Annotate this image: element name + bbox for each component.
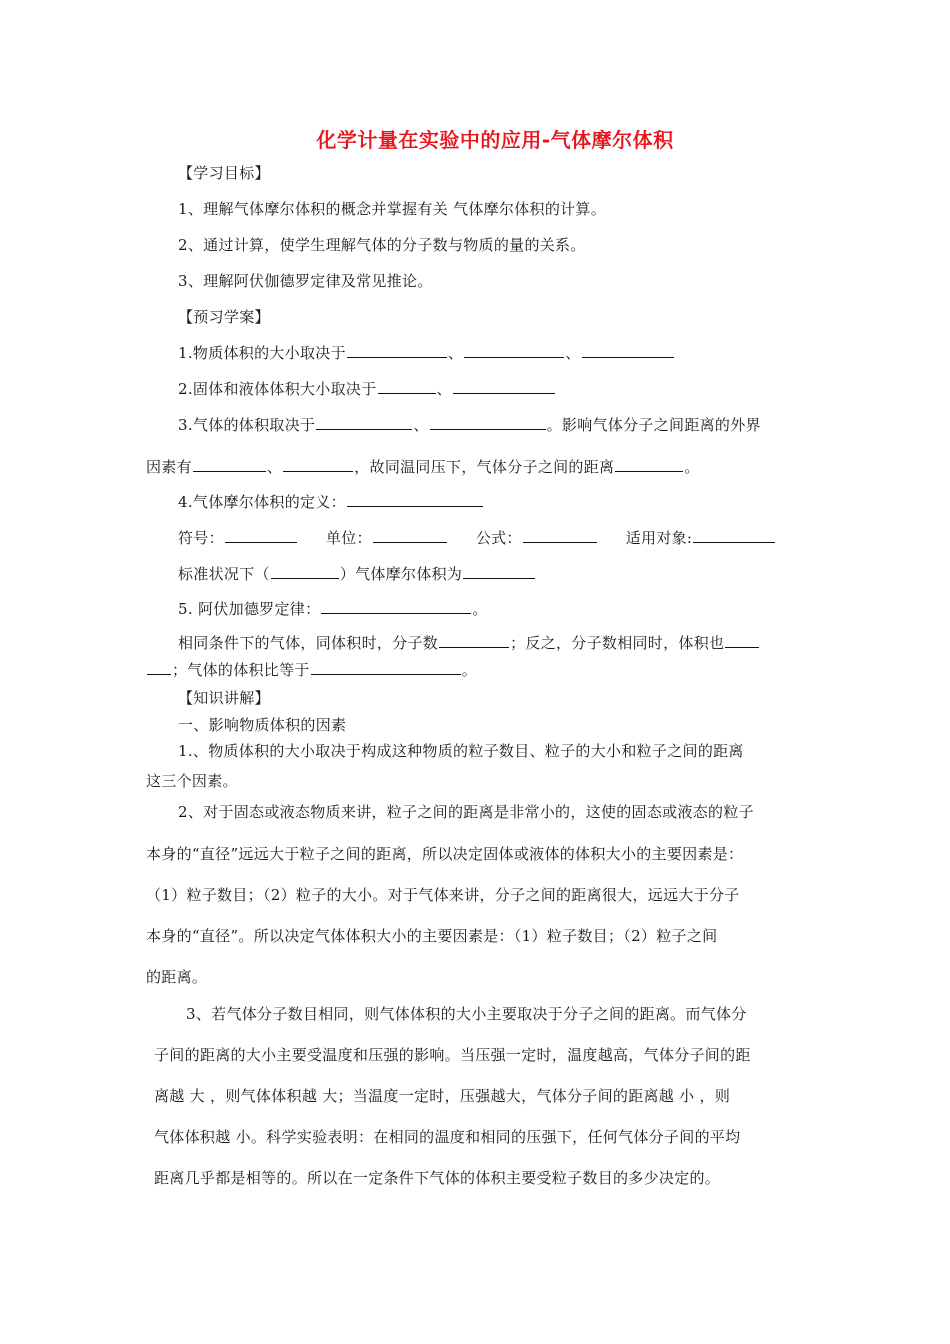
paragraph-line: 这三个因素。 [146,772,238,790]
goal-item: 1、理解气体摩尔体积的概念并掌握有关 气体摩尔体积的计算。 [178,200,607,218]
separator: 、 [266,458,283,476]
preview-question-2 [178,379,556,399]
paragraph-line: （1）粒子数目；（2）粒子的大小。对于气体来讲，分子之间的距离很大，远远大于分子 [146,886,740,904]
preview-question-5-line2 [178,633,760,653]
fill-blank[interactable] [193,457,266,472]
separator: 、 [565,344,581,362]
fill-blank[interactable] [693,528,775,543]
paragraph-line: 2、对于固态或液态物质来讲，粒子之间的距离是非常小的，这使的固态或液态的粒子 [178,803,754,821]
fill-blank[interactable] [615,457,683,472]
separator: 、 [436,380,452,398]
fill-blank[interactable] [430,415,546,430]
question-text: 。影响气体分子之间距离的外界 [546,416,761,434]
paragraph-line: 离越 大 ，则气体体积越 大；当温度一定时，压强越大，气体分子间的距离越 小 ，则 [154,1087,731,1105]
question-text: 因素有 [146,458,192,476]
question-text: 4.气体摩尔体积的定义： [178,493,346,511]
paragraph-line: 子间的距离的大小主要受温度和压强的影响。当压强一定时，温度越高，气体分子间的距 [154,1046,751,1064]
goal-item: 2、通过计算，使学生理解气体的分子数与物质的量的关系。 [178,236,586,254]
preview-question-4-fields [178,528,776,548]
paragraph-line: 气体体积越 小。科学实验表明：在相同的温度和相同的压强下，任何气体分子间的平均 [154,1128,741,1146]
fill-blank[interactable] [225,528,297,543]
question-text: 标准状况下（ [178,565,270,583]
preview-question-3 [178,415,761,435]
fill-blank[interactable] [347,492,483,507]
preview-question-4 [178,492,484,512]
preview-question-4-standard [178,564,536,584]
preview-question-3-cont [146,457,700,477]
section-subheading: 一、影响物质体积的因素 [178,716,347,734]
paragraph-line: 距离几乎都是相等的。所以在一定条件下气体的体积主要受粒子数目的多少决定的。 [154,1169,721,1187]
fill-blank[interactable] [463,564,535,579]
preview-heading: 【预习学案】 [178,308,270,326]
document-title: 化学计量在实验中的应用-气体摩尔体积 [316,128,674,152]
fill-blank[interactable] [321,599,471,614]
formula-label: 公式： [475,529,522,547]
punctuation: 。 [461,661,478,679]
punctuation: 。 [684,458,700,476]
goals-heading: 【学习目标】 [178,164,270,182]
question-text: 2.固体和液体体积大小取决于 [178,380,377,398]
paragraph-line: 3、若气体分子数目相同，则气体体积的大小主要取决于分子之间的距离。而气体分 [186,1005,747,1023]
fill-blank[interactable] [582,343,674,358]
fill-blank[interactable] [283,457,353,472]
fill-blank[interactable] [725,633,759,648]
paragraph-line: 1.、物质体积的大小取决于构成这种物质的粒子数目、粒子的大小和粒子之间的距离 [178,742,744,760]
paragraph-line: 本身的“直径”远远大于粒子之间的距离，所以决定固体或液体的体积大小的主要因素是： [146,845,744,863]
question-text: 1.物质体积的大小取决于 [178,344,346,362]
question-text: ，故同温同压下，气体分子之间的距离 [354,458,615,476]
scope-label: 适用对象: [625,529,693,547]
knowledge-heading: 【知识讲解】 [178,689,270,707]
question-text: ）气体摩尔体积为 [339,565,463,583]
fill-blank[interactable] [464,343,564,358]
question-text: 相同条件下的气体，同体积时，分子数 [178,634,439,652]
paragraph-line: 的距离。 [146,968,208,986]
symbol-label: 符号： [178,529,224,547]
fill-blank[interactable] [311,660,461,675]
question-text: ；反之，分子数相同时，体积也 [510,634,725,652]
separator: 、 [447,344,464,362]
fill-blank[interactable] [453,379,555,394]
preview-question-5-line3 [146,660,477,680]
question-text: ；气体的体积比等于 [172,661,310,679]
question-text: 5. 阿伏加德罗定律： [178,600,321,618]
fill-blank[interactable] [523,528,597,543]
fill-blank[interactable] [316,415,412,430]
goal-item: 3、理解阿伏伽德罗定律及常见推论。 [178,272,433,290]
fill-blank[interactable] [147,660,171,675]
fill-blank[interactable] [271,564,339,579]
question-text: 3.气体的体积取决于 [178,416,316,434]
preview-question-5 [178,599,488,619]
preview-question-1 [178,343,675,363]
unit-label: 单位： [325,529,372,547]
punctuation: 。 [472,600,488,618]
fill-blank[interactable] [373,528,447,543]
fill-blank[interactable] [439,633,509,648]
paragraph-line: 本身的“直径”。所以决定气体体积大小的主要因素是：（1）粒子数目；（2）粒子之间 [146,927,718,945]
fill-blank[interactable] [378,379,436,394]
separator: 、 [413,416,429,434]
fill-blank[interactable] [347,343,447,358]
